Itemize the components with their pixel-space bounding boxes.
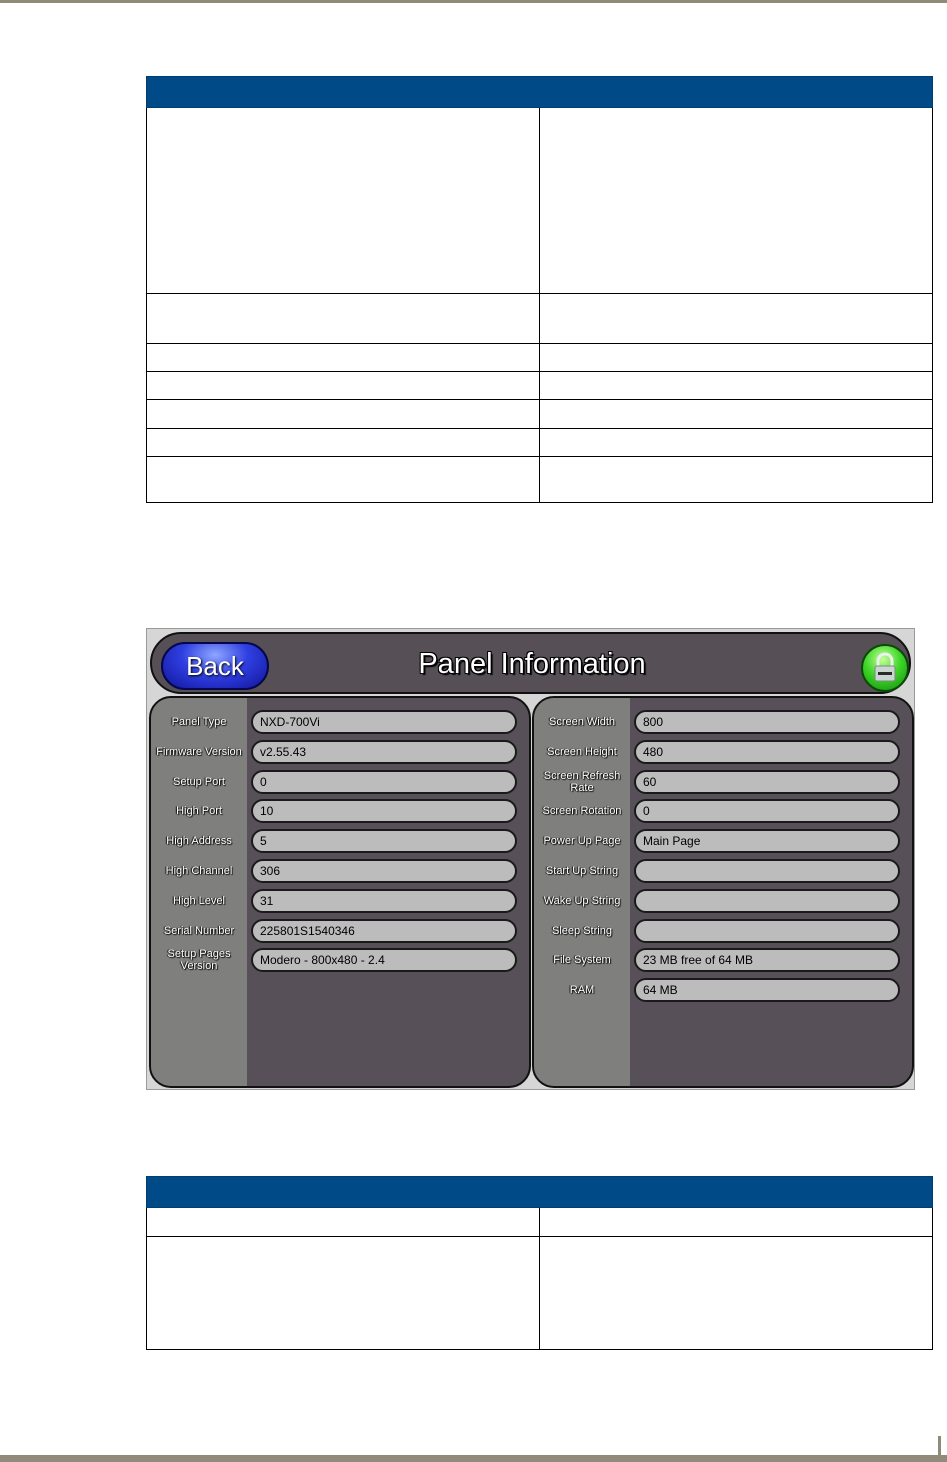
field-label: Screen Rotation <box>542 805 622 818</box>
table-row <box>147 294 933 344</box>
field-label: Screen Refresh Rate <box>543 769 621 794</box>
info-row <box>151 740 529 764</box>
field-value: 23 MB free of 64 MB <box>634 948 900 972</box>
table-row <box>147 1208 933 1237</box>
table-row <box>147 344 933 372</box>
field-value: 60 <box>634 770 900 794</box>
field-label: Setup Port <box>173 775 225 788</box>
info-row <box>534 859 912 883</box>
info-row <box>534 948 912 972</box>
info-row <box>534 740 912 764</box>
panel-information-screenshot <box>146 628 915 1090</box>
field-label: Wake Up String <box>543 894 621 907</box>
page-title: Panel Information <box>418 648 646 680</box>
info-row <box>151 889 529 913</box>
info-row <box>534 710 912 734</box>
info-row <box>151 770 529 794</box>
info-row <box>151 948 529 972</box>
field-label: Panel Type <box>171 716 227 728</box>
field-value <box>634 889 900 913</box>
field-label: Firmware Version <box>156 745 242 758</box>
info-row <box>151 859 529 883</box>
field-value: 0 <box>634 799 900 823</box>
info-row <box>151 799 529 823</box>
field-label: Setup Pages Version <box>167 948 231 973</box>
field-value: 0 <box>251 770 517 794</box>
top-rule <box>0 0 947 3</box>
info-row <box>534 829 912 853</box>
field-value: v2.55.43 <box>251 740 517 764</box>
field-label: Screen Height <box>547 745 617 758</box>
field-value <box>634 919 900 943</box>
field-label: High Port <box>176 805 222 818</box>
info-row <box>151 710 529 734</box>
info-row <box>151 919 529 943</box>
field-value: 64 MB <box>634 978 900 1002</box>
page-corner-mark <box>938 1436 941 1456</box>
lock-glyph <box>872 652 898 684</box>
field-value: 480 <box>634 740 900 764</box>
panel-title-bar <box>150 632 911 694</box>
table-header-row <box>147 77 933 108</box>
info-row <box>151 829 529 853</box>
table-row <box>147 1237 933 1350</box>
field-label: RAM <box>569 984 595 997</box>
field-value: 10 <box>251 799 517 823</box>
table-row <box>147 457 933 503</box>
field-value: 31 <box>251 889 517 913</box>
field-label: Serial Number <box>163 924 235 937</box>
settings-table-bottom <box>146 1176 933 1350</box>
table-row <box>147 429 933 457</box>
right-info-panel <box>532 696 914 1088</box>
table-header <box>147 1177 933 1208</box>
info-row <box>534 978 912 1002</box>
lock-icon[interactable] <box>861 644 909 692</box>
info-row <box>534 919 912 943</box>
field-label: File System <box>553 954 611 967</box>
back-button[interactable]: Back <box>161 642 269 690</box>
table-header <box>147 77 933 108</box>
bottom-rule <box>0 1455 947 1462</box>
field-label: High Address <box>166 835 232 848</box>
info-row <box>534 799 912 823</box>
table-row <box>147 372 933 400</box>
table-row <box>147 108 933 294</box>
field-value: 800 <box>634 710 900 734</box>
field-label: High Level <box>173 894 225 907</box>
field-value: 306 <box>251 859 517 883</box>
settings-table-top <box>146 76 933 503</box>
field-label: High Channel <box>165 865 233 877</box>
field-label: Screen Width <box>548 716 616 728</box>
field-value: Main Page <box>634 829 900 853</box>
field-label: Power Up Page <box>543 835 621 848</box>
info-row <box>534 770 912 794</box>
field-value: NXD-700Vi <box>251 710 517 734</box>
field-label: Sleep String <box>552 924 612 937</box>
field-label: Start Up String <box>545 865 619 877</box>
table-row <box>147 400 933 429</box>
field-value: 5 <box>251 829 517 853</box>
table-header-row <box>147 1177 933 1208</box>
field-value <box>634 859 900 883</box>
field-value: 225801S1540346 <box>251 919 517 943</box>
info-row <box>534 889 912 913</box>
field-value: Modero - 800x480 - 2.4 <box>251 948 517 972</box>
left-info-panel <box>149 696 531 1088</box>
